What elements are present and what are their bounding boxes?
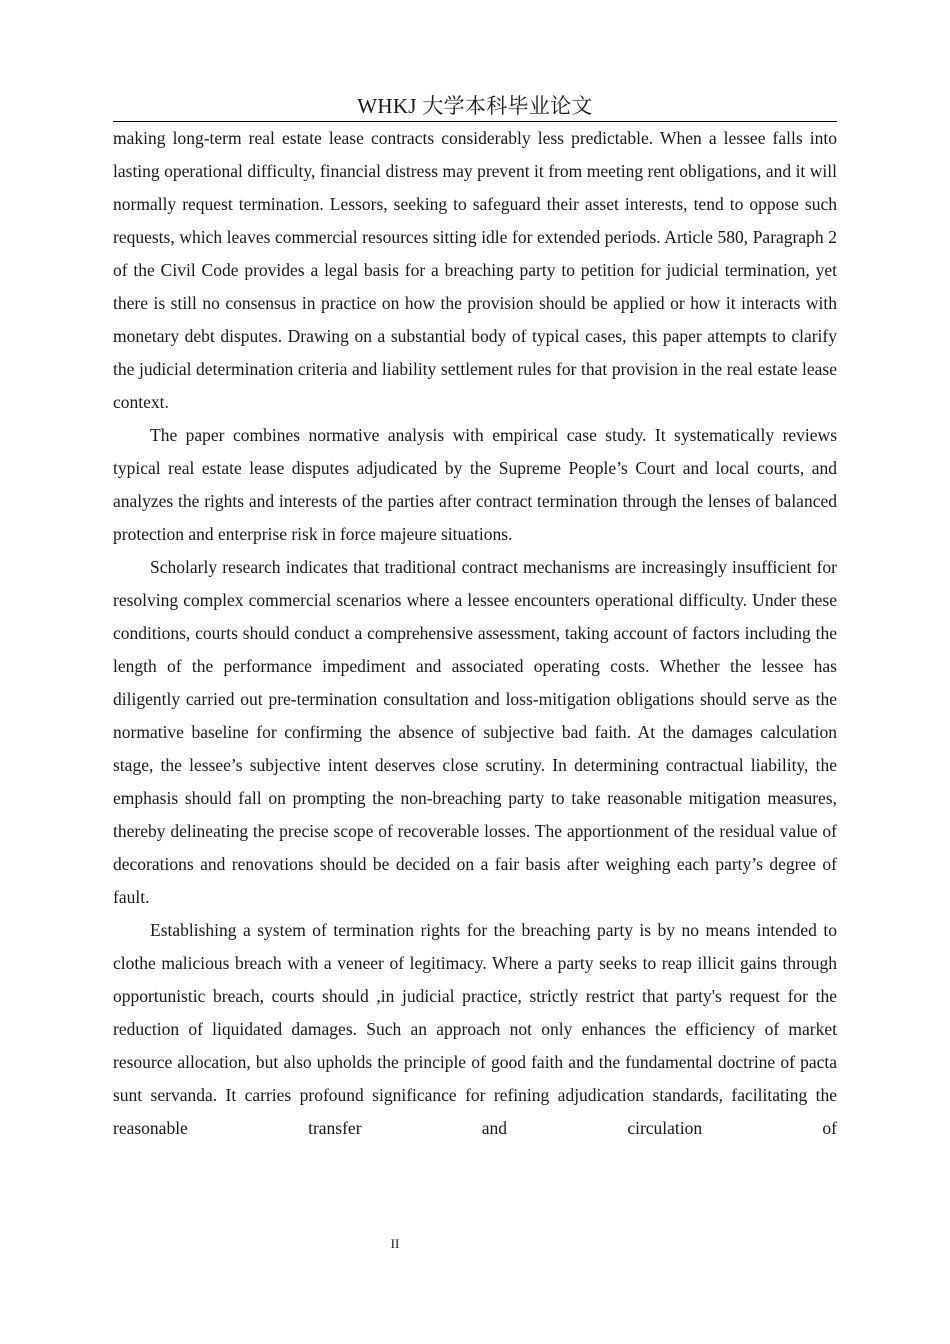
running-header: WHKJ 大学本科毕业论文 (357, 94, 593, 118)
body-text (113, 122, 837, 1145)
paragraph-significance: Establishing a system of termination rights for the breaching party is by no means intended to clothe malicious breach with a veneer of legitimacy. Where a party seeks to reap illicit gains through opportunistic breach, courts should ,in judicial practice, strictly restrict that party's request for the reduction of liquidated damages. Such an approach not only enhances the efficiency of market resource allocation, but also upholds the principle of good faith and the fundamental doctrine of pacta sunt servanda. It carries profound significance for refining adjudication standards, facilitating the reasonable transfer and circulation of (113, 920, 837, 1138)
paragraph-continuation: making long-term real estate lease contracts considerably less predictable. When a lessee falls into lasting operational difficulty, financial distress may prevent it from meeting rent obligations, and it will normally request termination. Lessors, seeking to safeguard their asset interests, tend to oppose such requests, which leaves commercial resources sitting idle for extended periods. Article 580, Paragraph 2 of the Civil Code provides a legal basis for a breaching party to petition for judicial termination, yet there is still no consensus in practice on how the provision should be applied or how it interacts with monetary debt disputes. Drawing on a substantial body of typical cases, this paper attempts to clarify the judicial determination criteria and liability settlement rules for that provision in the real estate lease context. (113, 128, 837, 412)
paragraph-method: The paper combines normative analysis with empirical case study. It systematically reviews typical real estate lease disputes adjudicated by the Supreme People’s Court and local courts, and analyzes the rights and interests of the parties after contract termination through the lenses of balanced protection and enterprise risk in force majeure situations. (113, 425, 837, 544)
page-number: II (390, 1236, 400, 1251)
paragraph-findings: Scholarly research indicates that traditional contract mechanisms are increasingly insufficient for resolving complex commercial scenarios where a lessee encounters operational difficulty. Under these conditions, courts should conduct a comprehensive assessment, taking account of factors including the length of the performance impediment and associated operating costs. Whether the lessee has diligently carried out pre-termination consultation and loss-mitigation obligations should serve as the normative baseline for confirming the absence of subjective bad faith. At the damages calculation stage, the lessee’s subjective intent deserves close scrutiny. In determining contractual liability, the emphasis should fall on prompting the non-breaching party to take reasonable mitigation measures, thereby delineating the precise scope of recoverable losses. The apportionment of the residual value of decorations and renovations should be decided on a fair basis after weighing each party’s degree of fault. (113, 557, 837, 907)
